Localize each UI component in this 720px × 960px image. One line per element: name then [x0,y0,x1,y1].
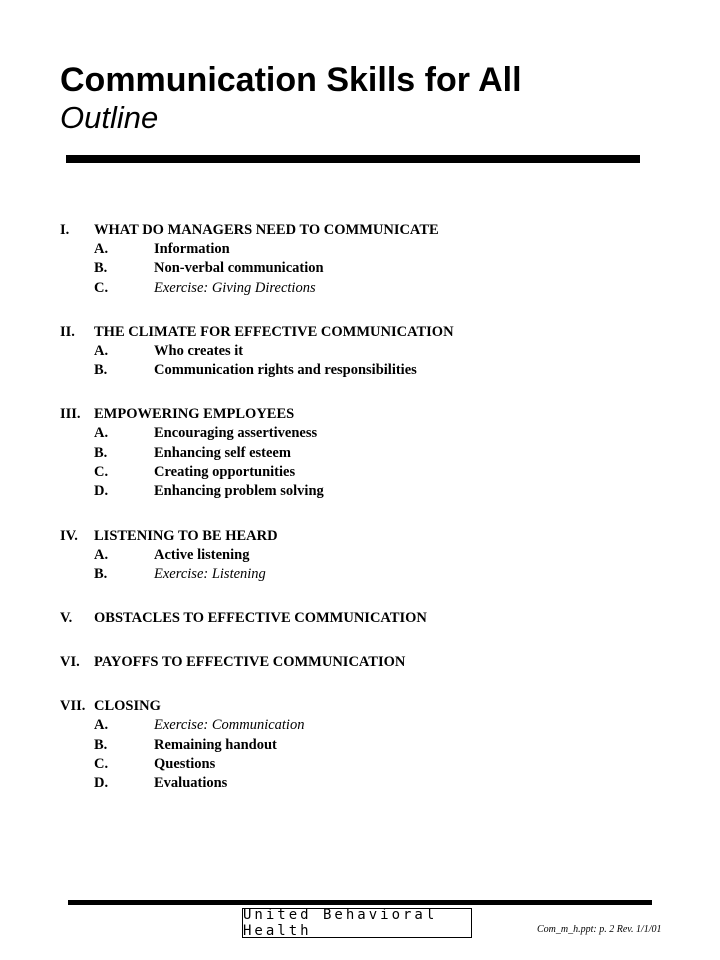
item-text: Enhancing problem solving [154,483,324,500]
outline-section [60,697,660,793]
item-text: Creating opportunities [154,464,296,481]
outline-item [60,342,660,361]
company-logo [242,908,472,938]
section-heading [60,527,660,546]
outline-item [60,444,660,463]
section-title: CLOSING [94,698,161,715]
item-letter: C. [94,755,109,772]
item-text: Encouraging assertiveness [154,425,318,442]
item-text: Non-verbal communication [154,260,324,277]
item-text: Active listening [154,546,250,563]
item-letter: B. [94,444,108,461]
section-heading [60,653,660,672]
section-number: VII. [60,698,86,715]
section-heading [60,405,660,424]
outline-item [60,361,660,380]
section-heading [60,221,660,240]
section-title: WHAT DO MANAGERS NEED TO COMMUNICATE [94,222,439,238]
item-text-exercise: Exercise: Giving Directions [154,279,316,296]
outline-item [60,565,660,584]
item-text: Remaining handout [154,736,277,753]
bottom-divider [68,900,652,905]
item-text: Communication rights and responsibilities [154,362,417,379]
outline-item [60,424,660,443]
outline-item [60,774,660,793]
outline-section [60,527,660,585]
item-letter: D. [94,483,109,500]
outline-item [60,716,660,735]
outline-item [60,240,660,259]
outline-section [60,653,660,672]
outline-item [60,279,660,298]
section-heading [60,697,660,716]
logo-text: United Behavioral Health [243,907,438,939]
item-text: Information [154,241,230,257]
outline-section [60,609,660,628]
item-text: Evaluations [154,775,228,792]
outline-section [60,405,660,501]
item-text: Questions [154,755,216,772]
item-letter: C. [94,279,109,296]
page-title: Communication Skills for All [60,61,522,99]
item-letter: B. [94,565,108,582]
section-title: OBSTACLES TO EFFECTIVE COMMUNICATION [94,610,427,627]
outline-section [60,323,660,381]
outline-section [60,221,660,298]
item-text-exercise: Exercise: Communication [154,717,305,734]
outline-item [60,482,660,501]
item-letter: C. [94,464,109,481]
item-text: Who creates it [154,342,244,359]
section-title: EMPOWERING EMPLOYEES [94,406,295,423]
section-number: V. [60,610,73,627]
item-text: Enhancing self esteem [154,444,291,461]
section-title: PAYOFFS TO EFFECTIVE COMMUNICATION [94,654,406,671]
section-number: II. [60,323,75,340]
outline-item [60,736,660,755]
section-number: III. [60,406,81,423]
section-heading [60,323,660,342]
title-block [60,60,522,136]
outline-item [60,463,660,482]
section-number: I. [60,222,70,238]
item-letter: D. [94,775,109,792]
item-letter: A. [94,241,109,257]
item-letter: A. [94,546,109,563]
section-number: VI. [60,654,80,671]
outline-item [60,546,660,565]
footer-reference: Com_m_h.ppt: p. 2 Rev. 1/1/01 [537,924,662,935]
item-text-exercise: Exercise: Listening [154,565,266,582]
section-title: THE CLIMATE FOR EFFECTIVE COMMUNICATION [94,323,454,340]
section-title: LISTENING TO BE HEARD [94,527,278,544]
item-letter: A. [94,425,109,442]
item-letter: A. [94,717,109,734]
item-letter: B. [94,260,108,277]
item-letter: A. [94,342,109,359]
section-heading [60,609,660,628]
page-subtitle: Outline [60,100,159,135]
section-number: IV. [60,527,78,544]
item-letter: B. [94,736,108,753]
outline [60,221,660,818]
outline-item [60,259,660,278]
item-letter: B. [94,362,108,379]
top-divider [66,155,640,163]
outline-item [60,755,660,774]
